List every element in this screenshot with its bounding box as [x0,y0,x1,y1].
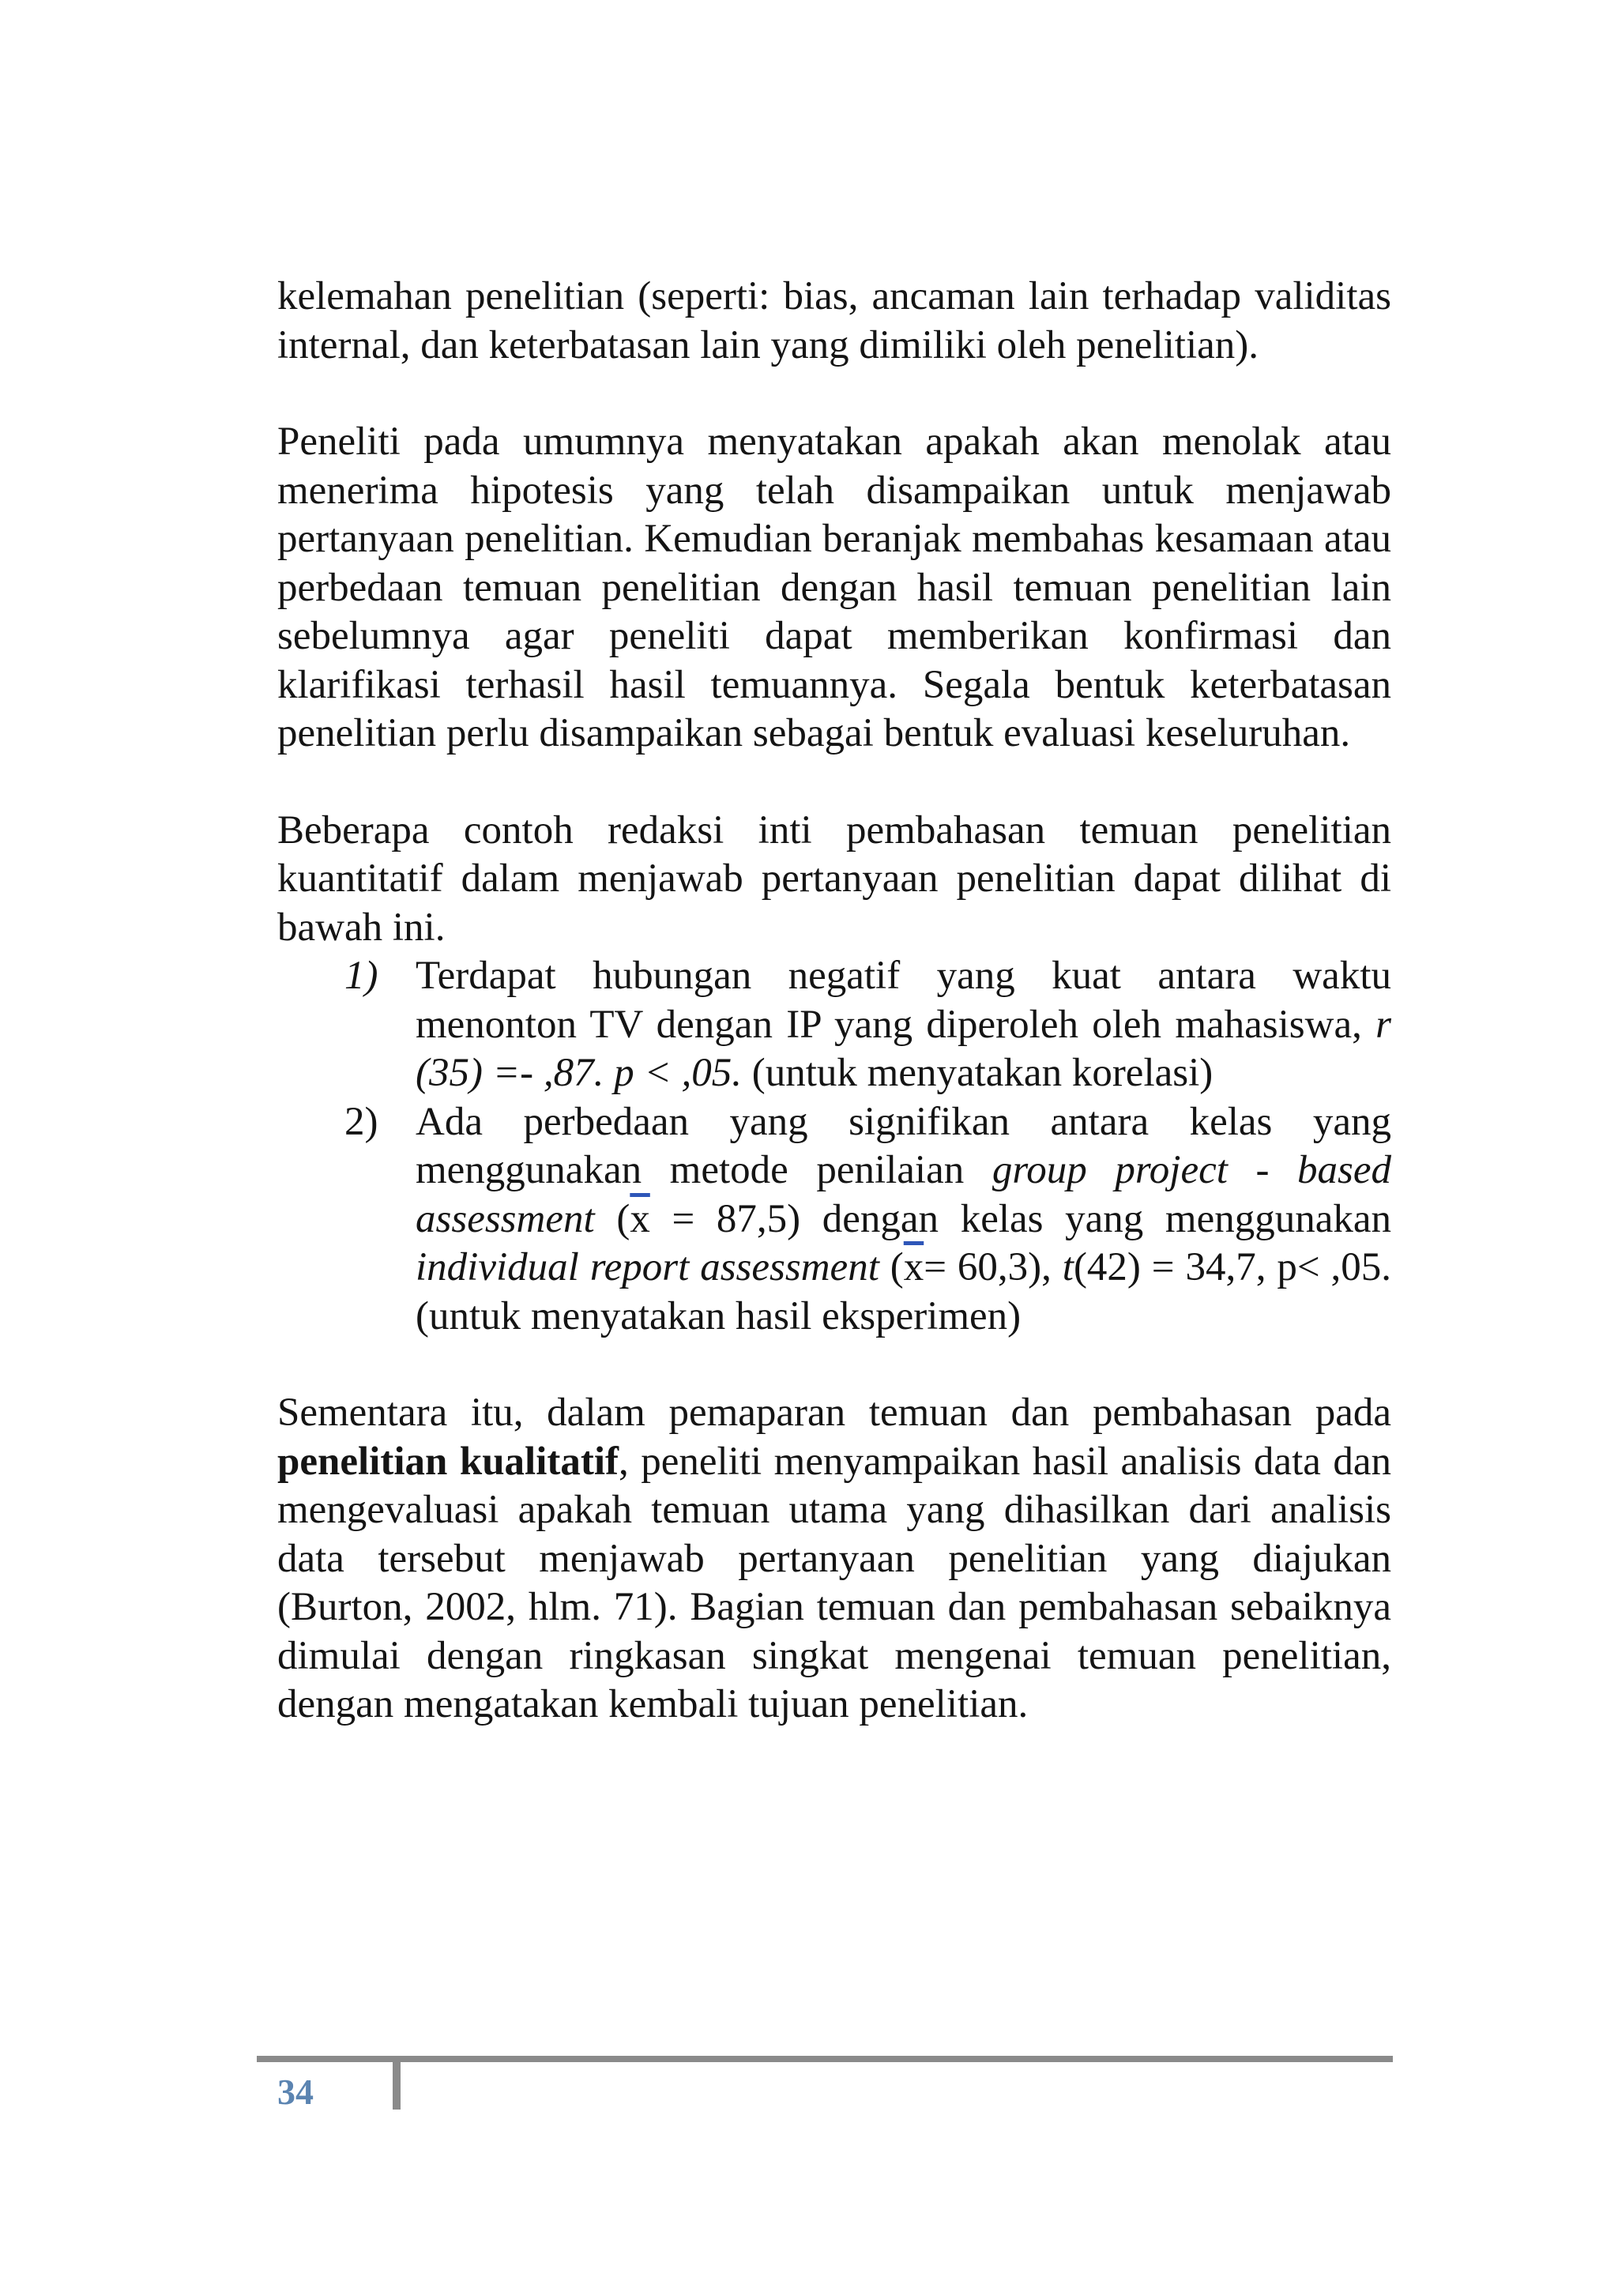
footer-rule [257,2056,1393,2062]
list-item [344,952,1391,1098]
experiment-text-f: (42) = 34,7, p< ,05. (untuk menyatakan hasil eksperimen) [416,1245,1391,1338]
footer-divider-tick [393,2056,401,2110]
list-item-number: 1) [344,954,378,998]
correlation-note: (untuk menyatakan korelasi) [742,1051,1214,1095]
qualitative-bold-term: penelitian kualitatif [277,1439,619,1484]
t-statistic-symbol: t [1062,1245,1074,1289]
correlation-text: Terdapat hubungan negatif yang kuat antara waktu menonton TV dengan IP yang diperoleh oleh mahasiswa, [416,954,1391,1047]
experiment-method-a: group project - based assessment [416,1148,1391,1241]
page-number: 34 [277,2072,314,2112]
list-item-text [416,1098,1391,1342]
page-body [277,273,1391,1730]
experiment-text-e: = 60,3), [924,1245,1063,1289]
example-list [344,952,1391,1341]
experiment-text-c: = 87,5) dengan kelas yang menggunakan [649,1196,1391,1241]
experiment-text-a: Ada perbedaan yang signifikan antara kelas yang menggunakan metode penilaian [416,1099,1391,1192]
paragraph-hypothesis: Peneliti pada umumnya menyatakan apakah akan menolak atau menerima hipotesis yang telah disampaikan untuk menjawab pertanyaan penelitian. Kemudian beranjak membahas kesamaan atau perbedaan temuan penelitian dengan hasil temuan penelitian lain sebelumnya agar peneliti dapat memberikan konfirmasi dan klarifikasi terhasil hasil temuannya. Segala bentuk keterbatasan penelitian perlu disampaikan sebagai bentuk evaluasi keseluruhan. [277,420,1391,755]
list-item [344,1098,1391,1342]
paragraph-limitations: kelemahan penelitian (seperti: bias, ancaman lain terhadap validitas internal, dan keterbatasan lain yang dimiliki oleh penelitian). [277,274,1391,367]
experiment-text-b: ( [594,1196,630,1241]
mean-symbol-a: $\overline{x}$ [630,1196,650,1241]
experiment-text-d: ( [879,1245,904,1289]
paragraph-qualitative [277,1389,1391,1730]
experiment-method-b: individual report assessment [416,1245,879,1289]
mean-symbol-b: $\overline{x}$ [903,1245,924,1289]
qualitative-text-b: , peneliti menyampaikan hasil analisis data dan mengevaluasi apakah temuan utama yang dihasilkan dari analisis data tersebut menjawab pertanyaan penelitian yang diajukan (Burton, 2002, hlm. 71). Bagian temuan dan pembahasan sebaiknya dimulai dengan ringkasan singkat mengenai temuan penelitian, dengan mengatakan kembali tujuan penelitian. [277,1439,1391,1726]
paragraph-examples-intro: Beberapa contoh redaksi inti pembahasan temuan penelitian kuantitatif dalam menjawab pertanyaan penelitian dapat dilihat di bawah ini. [277,807,1391,950]
correlation-stat: r (35) =- ,87. p < ,05. [416,1002,1391,1095]
qualitative-text-a: Sementara itu, dalam pemaparan temuan dan pembahasan pada [277,1391,1391,1435]
list-item-number: 2) [344,1099,378,1144]
list-item-text [416,952,1391,1098]
